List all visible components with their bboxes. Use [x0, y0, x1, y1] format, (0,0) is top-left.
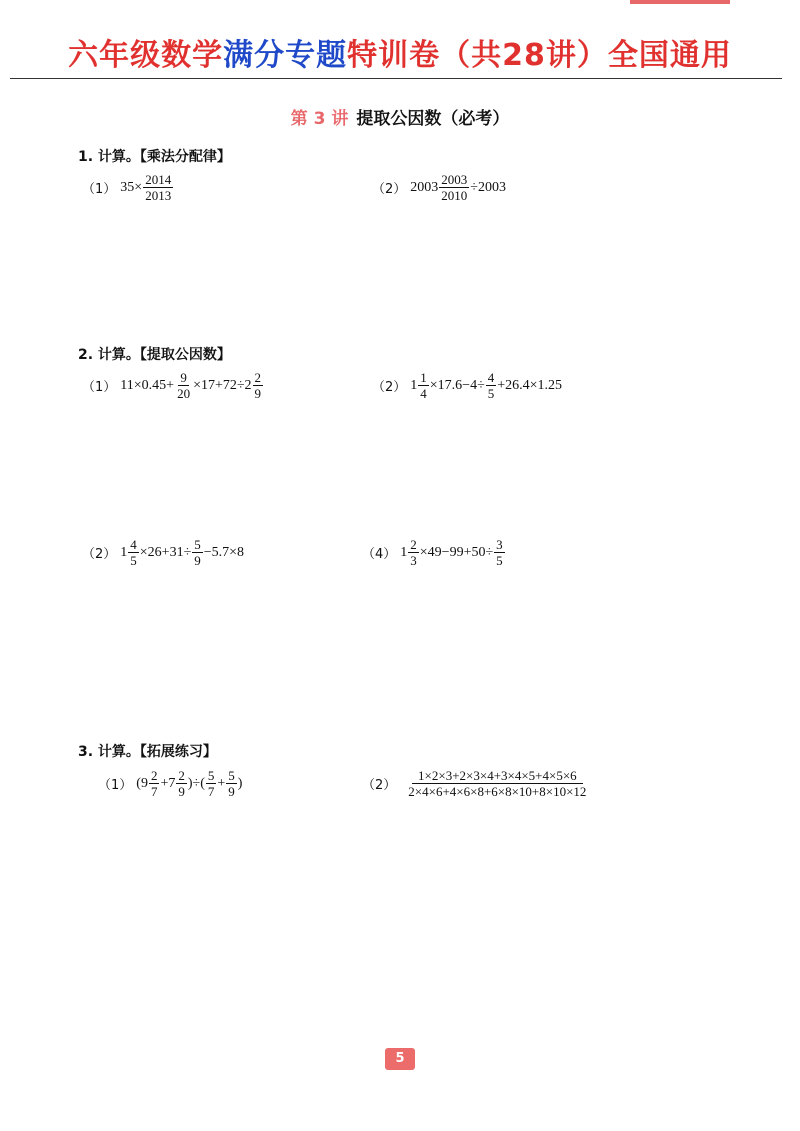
expr-text: ×49−99+50÷: [419, 544, 494, 560]
fraction: [143, 172, 173, 203]
numerator: 2003: [441, 172, 468, 187]
expr-text: 11×0.45+: [120, 377, 175, 393]
lesson-number: 第 3 讲: [290, 109, 349, 129]
denominator: 5: [130, 553, 137, 568]
fraction: [408, 537, 419, 568]
lesson-name: 提取公因数（必考）: [356, 109, 510, 129]
expr-text: ×17+72÷2: [193, 377, 252, 393]
denominator: 20: [177, 386, 191, 401]
fraction: [206, 768, 217, 799]
banner-part-2: 满分专题: [223, 38, 348, 73]
numerator: 2: [150, 768, 158, 783]
lesson-title: [0, 104, 800, 129]
top-accent-bar: [630, 0, 730, 4]
fraction: [406, 768, 588, 799]
numerator: 2014: [145, 172, 172, 187]
denominator: 5: [487, 386, 495, 401]
section-2-heading: 2. 计算。【提取公因数】: [78, 347, 231, 363]
problem-label: （4）: [362, 547, 397, 562]
problem-label: （1）: [98, 778, 133, 793]
section-3-heading: 3. 计算。【拓展练习】: [78, 744, 217, 760]
denominator: 5: [496, 553, 503, 568]
problem-3-1: [98, 768, 242, 799]
denominator: 2013: [145, 188, 172, 203]
numerator: 5: [207, 768, 215, 783]
numerator: 1×2×3+2×3×4+3×4×5+4×5×6: [412, 768, 583, 784]
fraction: [439, 172, 469, 203]
problem-2-1: [82, 370, 264, 401]
problem-1-1: [82, 172, 174, 203]
fraction: [176, 768, 187, 799]
fraction: [192, 537, 203, 568]
denominator: 2010: [441, 188, 468, 203]
page-number-badge: 5: [385, 1048, 415, 1070]
expr-text: ): [237, 775, 243, 791]
denominator: 9: [178, 784, 185, 799]
expr-text: 2003: [410, 179, 439, 195]
expr-text: 1: [400, 544, 408, 560]
fraction: [418, 370, 429, 401]
fraction: [128, 537, 139, 568]
fraction: [486, 370, 497, 401]
problem-1-2: [372, 172, 506, 203]
banner-part-3: 特训卷（共: [347, 38, 503, 73]
expr-text: ×17.6−4÷: [429, 377, 485, 393]
fraction: [175, 370, 192, 401]
problem-label: （2）: [372, 380, 407, 395]
problem-label: （2）: [82, 547, 117, 562]
denominator: 7: [207, 784, 215, 799]
problem-label: （2）: [372, 182, 407, 197]
problem-2-3: [82, 537, 244, 568]
numerator: 2: [410, 537, 417, 552]
numerator: 4: [487, 370, 495, 385]
fraction: [149, 768, 160, 799]
expr-text: (9: [136, 775, 148, 791]
denominator: 2×4×6+4×6×8+6×8×10+8×10×12: [408, 784, 587, 799]
expr-text: ÷2003: [470, 179, 506, 195]
expr-text: ×26+31÷: [139, 544, 192, 560]
expr-text: )÷(: [187, 775, 205, 791]
banner-title: [0, 30, 800, 74]
expr-text: 35×: [120, 179, 143, 195]
denominator: 9: [194, 553, 201, 568]
numerator: 9: [180, 370, 187, 385]
numerator: 5: [228, 768, 235, 783]
denominator: 9: [228, 784, 235, 799]
denominator: 4: [420, 386, 427, 401]
fraction: [253, 370, 264, 401]
banner-part-1: 六年级数学: [68, 38, 224, 73]
numerator: 3: [496, 537, 503, 552]
numerator: 2: [254, 370, 262, 385]
problem-2-2: [372, 370, 562, 401]
numerator: 4: [130, 537, 137, 552]
numerator: 1: [420, 370, 427, 385]
expr-text: +: [217, 775, 226, 791]
problem-label: （1）: [82, 380, 117, 395]
problem-label: （1）: [82, 182, 117, 197]
expr-text: −5.7×8: [203, 544, 245, 560]
expr-text: +26.4×1.25: [497, 377, 563, 393]
expr-text: +7: [160, 775, 176, 791]
numerator: 5: [194, 537, 201, 552]
problem-3-2: [362, 768, 589, 799]
fraction: [494, 537, 505, 568]
fraction: [226, 768, 237, 799]
expr-text: 1: [410, 377, 418, 393]
banner-divider: [10, 78, 782, 79]
banner-part-5: 讲）全国通用: [545, 38, 732, 73]
section-1-heading: 1. 计算。【乘法分配律】: [78, 149, 231, 165]
problem-2-4: [362, 537, 506, 568]
denominator: 3: [410, 553, 417, 568]
banner-part-4: 28: [502, 38, 546, 73]
expr-text: 1: [120, 544, 128, 560]
denominator: 9: [254, 386, 262, 401]
problem-label: （2）: [362, 778, 397, 793]
denominator: 7: [150, 784, 158, 799]
numerator: 2: [178, 768, 185, 783]
